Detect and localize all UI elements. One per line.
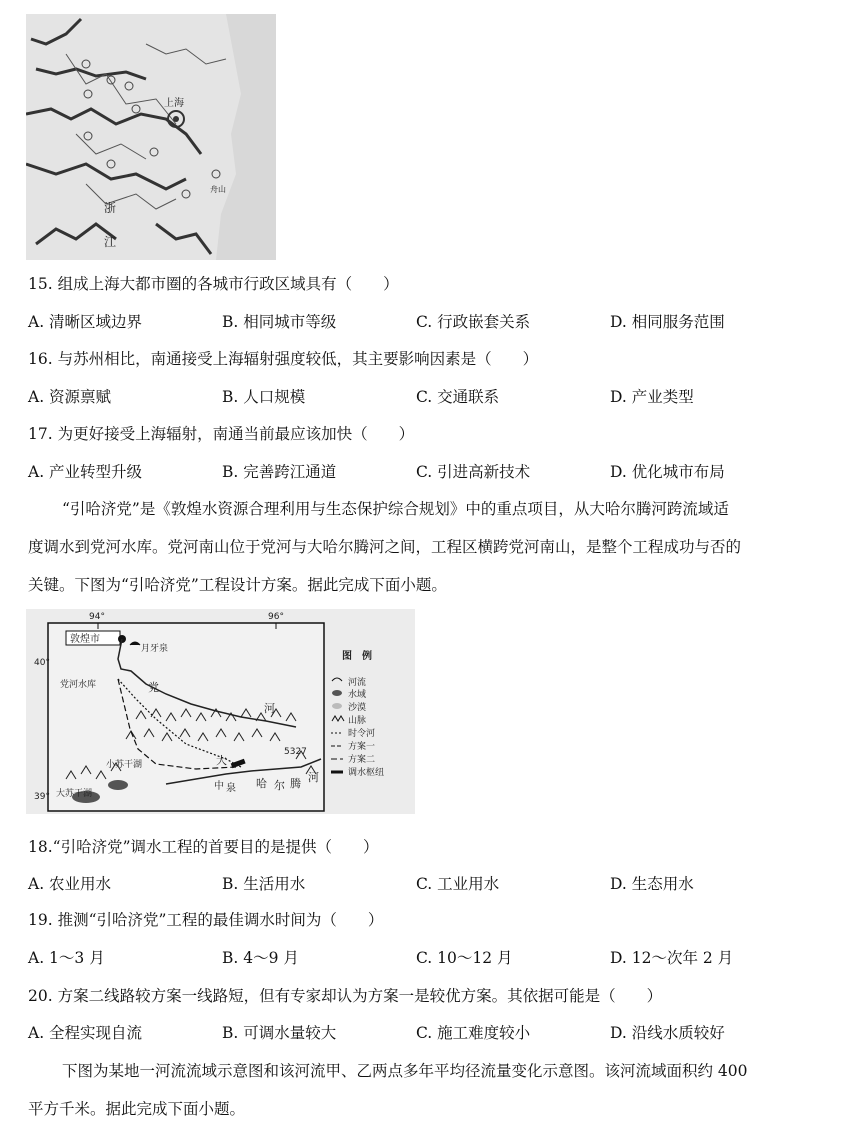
he2-label: 河 [308,771,319,784]
dunhuang-label: 敦煌市 [70,634,100,645]
lat-39-label: 39° [34,792,50,802]
q16-option-d: D. 产业类型 [610,388,694,406]
q16-option-c: C. 交通联系 [416,388,500,406]
q18-option-c: C. 工业用水 [416,875,500,893]
q15-option-b: B. 相同城市等级 [222,313,337,331]
passage2-line2: 平方千米。据此完成下面小题。 [28,1100,246,1118]
shanghai-metro-map [26,14,276,260]
q17-option-a: A. 产业转型升级 [28,463,143,481]
q19-option-c: C. 10～12 月 [416,949,513,967]
yueyaquan-label: 月牙泉 [141,644,169,654]
jiang-label: 江 [104,235,117,249]
q15-option-a: A. 清晰区域边界 [28,313,143,331]
teng-label: 腾 [290,777,301,790]
zhong-label: 中 [214,781,224,792]
da-label: 大 [216,754,227,767]
passage1-line2: 度调水到党河水库。党河南山位于党河与大哈尔腾河之间，工程区横跨党河南山，是整个工程成功与否的 [28,538,742,556]
shanghai-label: 上海 [164,98,184,109]
question-18: 18.“引哈济党”调水工程的首要目的是提供（ ） [28,838,379,856]
dasugan-label: 大苏干湖 [56,789,93,799]
legend-mountain: 山脉 [348,716,367,726]
legend-title: 图 例 [342,651,372,662]
elevation-5327: 5327 [284,747,307,757]
question-16: 16. 与苏州相比，南通接受上海辐射强度较低，其主要影响因素是（ ） [28,350,539,368]
q20-option-c: C. 施工难度较小 [416,1024,531,1042]
q15-option-d: D. 相同服务范围 [610,313,725,331]
q16-option-a: A. 资源禀赋 [28,388,112,406]
q19-option-a: A. 1～3 月 [28,949,105,967]
lon-94-label: 94° [89,612,105,622]
question-20: 20. 方案二线路较方案一线路短，但有专家却认为方案一是较优方案。其依据可能是（ ） [28,987,663,1005]
q20-option-d: D. 沿线水质较好 [610,1024,725,1042]
passage1-line3: 关键。下图为“引哈济党”工程设计方案。据此完成下面小题。 [28,576,447,594]
zhe-label: 浙 [104,201,117,215]
q16-option-b: B. 人口规模 [222,388,306,406]
q17-option-d: D. 优化城市布局 [610,463,725,481]
xiaosugan-label: 小苏干湖 [106,760,143,770]
er-label: 尔 [274,779,285,792]
ha-label: 哈 [256,777,267,790]
yinhajidang-map [26,609,415,814]
q20-option-b: B. 可调水量较大 [222,1024,337,1042]
passage1-line1: “引哈济党”是《敦煌水资源合理利用与生态保护综合规划》中的重点项目，从大哈尔腾河跨流域适 [62,500,729,518]
passage2-line1: 下图为某地一河流流域示意图和该河流甲、乙两点多年平均径流量变化示意图。该河流域面积约 400 [62,1062,748,1080]
legend-plan-two: 方案二 [348,755,376,765]
q18-option-d: D. 生态用水 [610,875,694,893]
lon-96-label: 96° [268,612,284,622]
quan-label: 泉 [226,783,236,794]
question-19: 19. 推测“引哈济党”工程的最佳调水时间为（ ） [28,911,384,929]
q17-option-b: B. 完善跨江通道 [222,463,337,481]
legend-plan-one: 方案一 [348,742,376,752]
question-17: 17. 为更好接受上海辐射，南通当前最应该加快（ ） [28,425,415,443]
legend-seasonal-river: 时令河 [348,729,376,739]
dang-label: 党 [148,681,159,694]
q19-option-b: B. 4～9 月 [222,949,299,967]
q18-option-a: A. 农业用水 [28,875,112,893]
question-15: 15. 组成上海大都市圈的各城市行政区域具有（ ） [28,275,399,293]
q20-option-a: A. 全程实现自流 [28,1024,143,1042]
legend-hub: 调水枢纽 [348,768,385,778]
legend-river: 河流 [348,678,367,688]
q15-option-c: C. 行政嵌套关系 [416,313,531,331]
q19-option-d: D. 12～次年 2 月 [610,949,734,967]
lat-40-label: 40° [34,658,50,668]
q18-option-b: B. 生活用水 [222,875,306,893]
legend-desert: 沙漠 [348,703,367,713]
zhoushan-label: 舟山 [210,185,226,194]
legend-water: 水域 [348,690,367,700]
he-label: 河 [264,702,275,715]
reservoir-label: 党河水库 [60,680,97,690]
q17-option-c: C. 引进高新技术 [416,463,531,481]
